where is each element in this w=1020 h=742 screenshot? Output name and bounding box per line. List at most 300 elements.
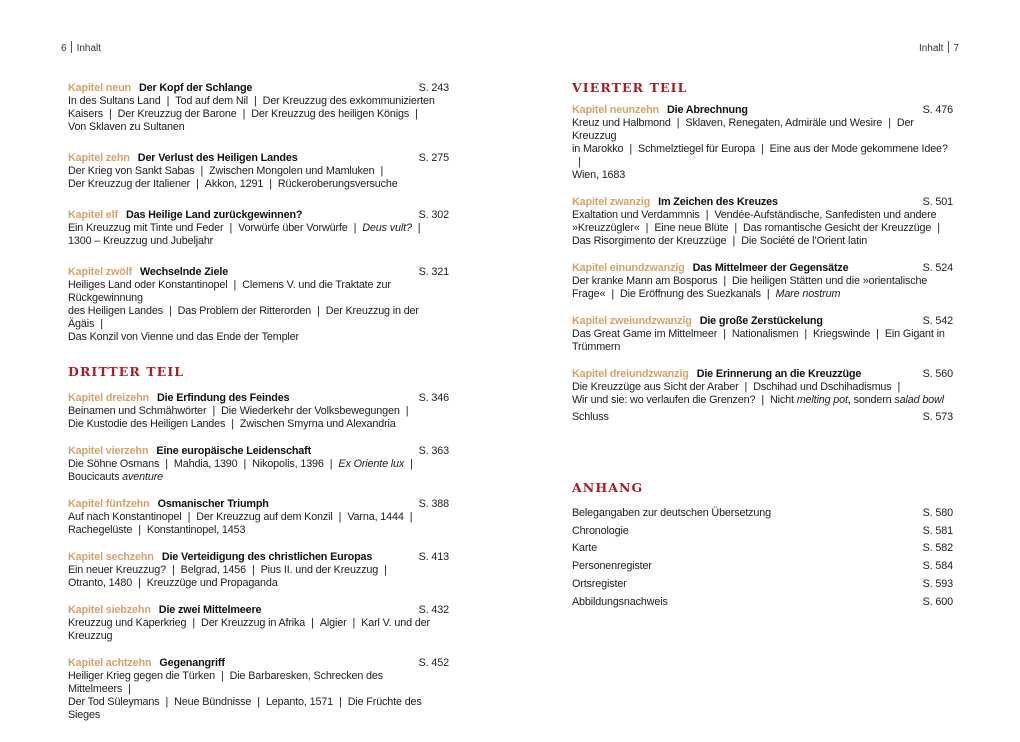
separator: | bbox=[676, 117, 680, 129]
subtopic: Das Risorgimento der Kreuzzüge bbox=[572, 235, 727, 247]
separator: | bbox=[231, 418, 234, 430]
subtopic: Tod auf dem Nil bbox=[175, 95, 249, 107]
toc-chapter[interactable] bbox=[68, 657, 449, 722]
subtopic: Beinamen und Schmähwörter bbox=[68, 405, 207, 417]
subtopic: »Kreuzzügler« bbox=[572, 222, 640, 234]
toc-chapter[interactable] bbox=[68, 604, 449, 643]
running-head-right bbox=[914, 41, 963, 54]
separator: | bbox=[251, 564, 255, 576]
subtopic: Mahdia, 1390 bbox=[173, 458, 238, 470]
subtopic: Der Kreuzzug in Afrika bbox=[201, 617, 306, 629]
subtopic: Deus vult? bbox=[362, 222, 412, 234]
separator: | bbox=[233, 279, 237, 291]
separator: | bbox=[384, 564, 387, 576]
subtopic-line bbox=[68, 165, 449, 178]
toc-chapter[interactable] bbox=[572, 315, 953, 354]
subtopic: Der Kreuzzug der Italiener bbox=[68, 178, 191, 190]
subtopic: Eine aus der Mode gekommene Idee? bbox=[769, 143, 948, 155]
subtopic-line bbox=[68, 670, 449, 696]
separator: | bbox=[897, 381, 901, 393]
subtopic: Eine neue Blüte bbox=[654, 222, 729, 234]
separator: | bbox=[761, 394, 764, 406]
subtopic: Die Eröffnung des Suezkanals bbox=[619, 288, 761, 300]
subtopic-line bbox=[68, 178, 449, 191]
chapter-title: Die Erfindung des Feindes bbox=[157, 392, 290, 404]
subtopic: Die Söhne Osmans bbox=[68, 458, 160, 470]
chapter-heading bbox=[68, 392, 449, 405]
chapter-list bbox=[572, 104, 953, 407]
appendix-list bbox=[572, 507, 953, 614]
chapter-heading-text bbox=[572, 196, 778, 209]
subtopic: Die Société de l’Orient latin bbox=[741, 235, 868, 247]
running-head-label-right: Inhalt bbox=[918, 43, 944, 54]
page-reference: S. 581 bbox=[922, 524, 953, 537]
subtopic: Kriegswinde bbox=[812, 328, 871, 340]
separator: | bbox=[888, 117, 891, 129]
chapter-title: Gegenangriff bbox=[159, 657, 225, 669]
separator: | bbox=[338, 511, 342, 523]
chapter-heading bbox=[572, 368, 953, 381]
chapter-title: Wechselnde Ziele bbox=[140, 266, 229, 278]
chapter-heading bbox=[68, 209, 449, 222]
subtopic-line bbox=[572, 117, 953, 143]
separator: | bbox=[212, 405, 216, 417]
page-reference: S. 501 bbox=[922, 196, 953, 208]
entry-title: Abbildungsnachweis bbox=[572, 595, 668, 608]
subtopic: Der Kreuzzug des heiligen Königs bbox=[251, 108, 410, 120]
chapter-list bbox=[68, 82, 449, 344]
subtopic-line bbox=[572, 328, 953, 341]
subtopic-line bbox=[68, 279, 449, 305]
subtopic: Das Problem der Ritterorden bbox=[177, 305, 312, 317]
separator: | bbox=[165, 458, 168, 470]
chapter-heading bbox=[68, 657, 449, 670]
page-reference: S. 584 bbox=[922, 560, 953, 573]
chapter-heading bbox=[68, 82, 449, 95]
separator: | bbox=[410, 458, 413, 470]
subtopic: Mare nostrum bbox=[775, 288, 841, 300]
subtopic: Ex Oriente lux bbox=[338, 458, 405, 470]
subtopic: Nicht bbox=[770, 394, 797, 406]
separator: | bbox=[257, 696, 260, 708]
chapter-list bbox=[68, 392, 449, 722]
chapter-title: Die Verteidigung des christlichen Europas bbox=[161, 551, 373, 563]
subtopic-line bbox=[68, 95, 449, 108]
subtopic-line bbox=[572, 394, 953, 407]
page-reference: S. 600 bbox=[922, 595, 953, 608]
subtopic: Die heiligen Stätten und die »orientalische bbox=[732, 275, 928, 287]
subtopic: Konstantinopel, 1453 bbox=[146, 524, 246, 536]
separator: | bbox=[645, 222, 649, 234]
subtopic: Die Wiederkehr der Volksbewegungen bbox=[221, 405, 400, 417]
toc-chapter[interactable] bbox=[68, 392, 449, 431]
separator: | bbox=[352, 617, 356, 629]
separator: | bbox=[329, 458, 333, 470]
chapter-heading bbox=[68, 445, 449, 458]
subtopic-line bbox=[68, 235, 449, 248]
separator: | bbox=[761, 143, 764, 155]
separator: | bbox=[353, 222, 357, 234]
part-title-vierter-teil: VIERTER TEIL bbox=[572, 80, 688, 95]
subtopic: Der Krieg von Sankt Sabas bbox=[68, 165, 195, 177]
chapter-label: Kapitel siebzehn bbox=[68, 604, 151, 616]
chapter-label: Kapitel zwanzig bbox=[572, 196, 651, 208]
part-title-dritter-teil: DRITTER TEIL bbox=[68, 364, 185, 379]
subtopic: Auf nach Konstantinopel bbox=[68, 511, 182, 523]
page-reference: S. 582 bbox=[922, 542, 953, 555]
page-reference: S. 363 bbox=[418, 445, 449, 457]
chapter-label: Kapitel elf bbox=[68, 209, 118, 221]
toc-chapter[interactable] bbox=[68, 82, 449, 134]
separator: | bbox=[229, 222, 233, 234]
subtopic-line bbox=[572, 169, 953, 182]
subtopic-line bbox=[68, 471, 449, 484]
separator: | bbox=[611, 288, 614, 300]
chapter-heading-text bbox=[572, 368, 861, 381]
subtopic: Sklaven, Renegaten, Admiräle und Wesire bbox=[685, 117, 883, 129]
subtopic: Lepanto, 1571 bbox=[265, 696, 334, 708]
subtopic: Vorwürfe über Vorwürfe bbox=[238, 222, 348, 234]
separator: | bbox=[723, 328, 726, 340]
toc-entry-appendix[interactable] bbox=[572, 560, 953, 578]
subtopic-line bbox=[572, 222, 953, 235]
chapter-title: Der Kopf der Schlange bbox=[139, 82, 253, 94]
subtopic-line bbox=[68, 564, 449, 577]
subtopic: Trümmern bbox=[572, 341, 621, 353]
subtopic: Heiliges Land oder Konstantinopel bbox=[68, 279, 228, 291]
separator: | bbox=[196, 178, 199, 190]
subtopic-line bbox=[68, 108, 449, 121]
separator: | bbox=[100, 318, 103, 330]
subtopic: in Marokko bbox=[572, 143, 624, 155]
subtopic: melting pot bbox=[796, 394, 848, 406]
separator: | bbox=[269, 178, 272, 190]
separator: | bbox=[311, 617, 314, 629]
subtopic-line bbox=[68, 617, 449, 643]
separator: | bbox=[732, 235, 736, 247]
page-reference: S. 452 bbox=[418, 657, 449, 669]
separator: | bbox=[339, 696, 342, 708]
subtopic-line bbox=[68, 458, 449, 471]
subtopic-line bbox=[68, 121, 449, 134]
subtopic: Der Kreuzzug bbox=[572, 117, 914, 142]
subtopic: Rachegelüste bbox=[68, 524, 133, 536]
separator: | bbox=[937, 222, 940, 234]
chapter-heading bbox=[68, 498, 449, 511]
toc-chapter[interactable] bbox=[68, 209, 449, 248]
chapter-label: Kapitel zehn bbox=[68, 152, 130, 164]
subtopic: Das romantische Gesicht der Kreuzzüge bbox=[742, 222, 932, 234]
subtopic: Wien, 1683 bbox=[572, 169, 626, 181]
subtopic: aventure bbox=[122, 471, 163, 483]
subtopic: des Heiligen Landes bbox=[68, 305, 163, 317]
running-head-left bbox=[57, 41, 106, 54]
separator: | bbox=[804, 328, 807, 340]
subtopic: In des Sultans Land bbox=[68, 95, 161, 107]
subtopic: Nikopolis, 1396 bbox=[252, 458, 324, 470]
chapter-label: Kapitel dreizehn bbox=[68, 392, 149, 404]
page-reference: S. 275 bbox=[418, 152, 449, 164]
toc-chapter[interactable] bbox=[68, 498, 449, 537]
chapter-label: Kapitel dreiundzwanzig bbox=[572, 368, 689, 380]
page-reference: S. 580 bbox=[922, 506, 953, 519]
entry-title: Belegangaben zur deutschen Übersetzung bbox=[572, 506, 771, 519]
chapter-label: Kapitel einundzwanzig bbox=[572, 262, 685, 274]
subtopic: Kreuzzüge und Propaganda bbox=[146, 577, 278, 589]
separator: | bbox=[166, 95, 170, 107]
toc-chapter[interactable] bbox=[572, 368, 953, 407]
chapter-label: Kapitel fünfzehn bbox=[68, 498, 150, 510]
toc-chapter[interactable] bbox=[572, 262, 953, 301]
subtopic-line bbox=[68, 405, 449, 418]
separator: | bbox=[380, 165, 384, 177]
chapter-heading-text bbox=[572, 315, 823, 328]
toc-chapter[interactable] bbox=[68, 445, 449, 484]
subtopic: Der Kreuzzug auf dem Konzil bbox=[196, 511, 333, 523]
separator: | bbox=[138, 577, 141, 589]
subtopic: Kreuz und Halbmond bbox=[572, 117, 671, 129]
chapter-heading-text bbox=[68, 657, 225, 670]
chapter-heading-text bbox=[68, 82, 252, 95]
chapter-heading bbox=[572, 262, 953, 275]
subtopic: Ein neuer Kreuzzug? bbox=[68, 564, 166, 576]
separator: | bbox=[138, 524, 141, 536]
subtopic-line bbox=[68, 418, 449, 431]
chapter-heading bbox=[572, 104, 953, 117]
toc-chapter[interactable] bbox=[68, 551, 449, 590]
page-reference: S. 302 bbox=[418, 209, 449, 221]
subtopic: Zwischen Smyrna und Alexandria bbox=[239, 418, 396, 430]
chapter-heading-text bbox=[572, 262, 849, 275]
separator: | bbox=[705, 209, 709, 221]
page-reference: S. 476 bbox=[922, 104, 953, 116]
subtopic: Die Kreuzzüge aus Sicht der Araber bbox=[572, 381, 739, 393]
page-reference: S. 388 bbox=[418, 498, 449, 510]
subtopic: Die Kustodie des Heiligen Landes bbox=[68, 418, 226, 430]
separator: | bbox=[108, 108, 112, 120]
subtopic: Der Kreuzzug der Barone bbox=[117, 108, 237, 120]
separator: | bbox=[734, 222, 737, 234]
toc-entry-appendix[interactable] bbox=[572, 578, 953, 596]
page-reference: S. 346 bbox=[418, 392, 449, 404]
subtopic-line bbox=[68, 222, 449, 235]
subtopic: Ein Gigant in bbox=[884, 328, 945, 340]
chapter-title: Die große Zerstückelung bbox=[699, 315, 823, 327]
subtopic: Das Great Game im Mittelmeer bbox=[572, 328, 718, 340]
subtopic: Das Konzil von Vienne und das Ende der Templer bbox=[68, 331, 299, 343]
entry-title: Schluss bbox=[572, 411, 609, 423]
separator: | bbox=[128, 683, 131, 695]
page-reference: S. 432 bbox=[418, 604, 449, 616]
subtopic: Die Barbaresken, Schrecken des Mittelmeers bbox=[68, 670, 383, 695]
chapter-heading bbox=[68, 551, 449, 564]
chapter-heading bbox=[68, 152, 449, 165]
subtopic-line bbox=[572, 209, 953, 222]
separator: | bbox=[169, 305, 172, 317]
subtopic-line bbox=[68, 305, 449, 331]
subtopic-line bbox=[572, 275, 953, 288]
separator: | bbox=[165, 696, 169, 708]
separator: | bbox=[415, 108, 418, 120]
entry-title: Personenregister bbox=[572, 560, 652, 573]
separator: | bbox=[409, 511, 413, 523]
subtopic-line bbox=[68, 524, 449, 537]
subtopic: salad bowl bbox=[894, 394, 944, 406]
subtopic: Exaltation und Verdammnis bbox=[572, 209, 700, 221]
subtopic-line bbox=[572, 143, 953, 169]
subtopic-line bbox=[68, 577, 449, 590]
chapter-title: Osmanischer Triumph bbox=[157, 498, 269, 510]
entry-title: Ortsregister bbox=[572, 577, 627, 590]
toc-chapter[interactable] bbox=[68, 152, 449, 191]
toc-entry-appendix[interactable] bbox=[572, 525, 953, 543]
page-reference: S. 321 bbox=[418, 266, 449, 278]
subtopic: Dschihad und Dschihadismus bbox=[753, 381, 892, 393]
subtopic: Kreuzzug und Kaperkrieg bbox=[68, 617, 187, 629]
subtopic: Der Tod Süleymans bbox=[68, 696, 160, 708]
chapter-label: Kapitel zwölf bbox=[68, 266, 133, 278]
toc-entry-appendix[interactable] bbox=[572, 507, 953, 525]
page-number-right: 7 bbox=[953, 43, 959, 54]
chapter-title: Der Verlust des Heiligen Landes bbox=[137, 152, 298, 164]
separator: | bbox=[187, 511, 191, 523]
chapter-heading-text bbox=[68, 551, 372, 564]
subtopic-line bbox=[68, 331, 449, 344]
subtopic: Kaisers bbox=[68, 108, 103, 120]
separator: | bbox=[578, 156, 581, 168]
chapter-heading bbox=[572, 315, 953, 328]
subtopic: Schmelztiegel für Europa bbox=[637, 143, 755, 155]
separator: | bbox=[242, 108, 246, 120]
running-head-label-left: Inhalt bbox=[76, 43, 102, 54]
subtopic: Belgrad, 1456 bbox=[180, 564, 246, 576]
subtopic: Zwischen Mongolen und Mamluken bbox=[209, 165, 375, 177]
page-reference: S. 573 bbox=[922, 411, 953, 423]
page-reference: S. 243 bbox=[418, 82, 449, 94]
separator: | bbox=[243, 458, 247, 470]
subtopic: Vendée-Aufständische, Sanfedisten und andere bbox=[714, 209, 937, 221]
subtopic-line bbox=[572, 235, 953, 248]
subtopic: Von Sklaven zu Sultanen bbox=[68, 121, 185, 133]
subtopic-line bbox=[68, 511, 449, 524]
chapter-label: Kapitel neun bbox=[68, 82, 131, 94]
subtopic-line bbox=[572, 381, 953, 394]
chapter-label: Kapitel sechzehn bbox=[68, 551, 154, 563]
chapter-label: Kapitel neunzehn bbox=[572, 104, 659, 116]
separator: | bbox=[629, 143, 632, 155]
page-reference: S. 542 bbox=[922, 315, 953, 327]
subtopic: Karl V. und der Kreuzzug bbox=[68, 617, 430, 642]
separator: | bbox=[405, 405, 409, 417]
subtopic: Boucicauts bbox=[68, 471, 123, 483]
separator: | bbox=[254, 95, 257, 107]
chapter-heading-text bbox=[68, 392, 289, 405]
subtopic: , sondern bbox=[847, 394, 895, 406]
subtopic: Der Kreuzzug des exkommunizierten bbox=[262, 95, 435, 107]
chapter-heading-text bbox=[572, 104, 748, 117]
toc-entry-appendix[interactable] bbox=[572, 596, 953, 614]
separator: | bbox=[317, 305, 320, 317]
separator: | bbox=[200, 165, 204, 177]
page-number-left: 6 bbox=[61, 43, 67, 54]
chapter-heading bbox=[68, 266, 449, 279]
chapter-title: Die Abrechnung bbox=[666, 104, 748, 116]
toc-chapter[interactable] bbox=[572, 196, 953, 248]
toc-entry-appendix[interactable] bbox=[572, 542, 953, 560]
chapter-title: Das Heilige Land zurückgewinnen? bbox=[125, 209, 303, 221]
chapter-title: Die Erinnerung an die Kreuzzüge bbox=[696, 368, 862, 380]
separator: | bbox=[876, 328, 879, 340]
left-page-toc bbox=[68, 80, 449, 722]
subtopic: Heiliger Krieg gegen die Türken bbox=[68, 670, 215, 682]
toc-chapter[interactable] bbox=[572, 104, 953, 182]
page-reference: S. 560 bbox=[922, 368, 953, 380]
page-reference: S. 524 bbox=[922, 262, 953, 274]
chapter-title: Die zwei Mittelmeere bbox=[158, 604, 262, 616]
subtopic: Der kranke Mann am Bosporus bbox=[572, 275, 718, 287]
chapter-heading-text bbox=[68, 266, 228, 279]
subtopic: Frage« bbox=[572, 288, 606, 300]
subtopic: Nationalismen bbox=[731, 328, 799, 340]
subtopic: Clemens V. und die Traktate zur Rückgewinnung bbox=[68, 279, 391, 304]
subtopic: Otranto, 1480 bbox=[68, 577, 133, 589]
subtopic: Ein Kreuzzug mit Tinte und Feder bbox=[68, 222, 224, 234]
subtopic: Der Kreuzzug in der Ägäis bbox=[68, 305, 419, 330]
chapter-label: Kapitel vierzehn bbox=[68, 445, 149, 457]
subtopic-line bbox=[572, 288, 953, 301]
chapter-heading-text bbox=[68, 498, 269, 511]
entry-title: Karte bbox=[572, 542, 598, 555]
subtopic: Wir und sie: wo verlaufen die Grenzen? bbox=[572, 394, 756, 406]
subtopic: Die Früchte des Sieges bbox=[68, 696, 422, 721]
chapter-title: Im Zeichen des Kreuzes bbox=[658, 196, 778, 208]
chapter-heading-text bbox=[68, 445, 311, 458]
separator: | bbox=[744, 381, 748, 393]
subtopic: Akkon, 1291 bbox=[204, 178, 264, 190]
separator: | bbox=[192, 617, 196, 629]
page-reference: S. 413 bbox=[418, 551, 449, 563]
separator: | bbox=[723, 275, 727, 287]
chapter-title: Eine europäische Leidenschaft bbox=[156, 445, 312, 457]
chapter-title: Das Mittelmeer der Gegensätze bbox=[692, 262, 849, 274]
separator: | bbox=[221, 670, 224, 682]
chapter-heading bbox=[572, 196, 953, 209]
subtopic: Varna, 1444 bbox=[347, 511, 404, 523]
subtopic: 1300 – Kreuzzug und Jubeljahr bbox=[68, 235, 214, 247]
chapter-heading bbox=[68, 604, 449, 617]
chapter-heading-text bbox=[68, 604, 261, 617]
chapter-heading-text bbox=[68, 152, 298, 165]
page-reference: S. 593 bbox=[922, 577, 953, 590]
subtopic-line bbox=[572, 341, 953, 354]
subtopic-line bbox=[68, 696, 449, 722]
part-title-anhang: ANHANG bbox=[572, 479, 644, 495]
right-page-toc bbox=[572, 80, 953, 614]
chapter-heading-text bbox=[68, 209, 302, 222]
subtopic: Pius II. und der Kreuzzug bbox=[260, 564, 379, 576]
subtopic: Algier bbox=[319, 617, 347, 629]
separator: | bbox=[172, 564, 175, 576]
entry-title: Chronologie bbox=[572, 524, 629, 537]
separator: | bbox=[766, 288, 770, 300]
subtopic: Neue Bündnisse bbox=[174, 696, 252, 708]
toc-chapter[interactable] bbox=[68, 266, 449, 344]
toc-entry-schluss[interactable] bbox=[572, 411, 953, 429]
chapter-label: Kapitel zweiundzwanzig bbox=[572, 315, 692, 327]
separator: | bbox=[417, 222, 421, 234]
chapter-label: Kapitel achtzehn bbox=[68, 657, 152, 669]
subtopic: Rückeroberungsversuche bbox=[277, 178, 398, 190]
